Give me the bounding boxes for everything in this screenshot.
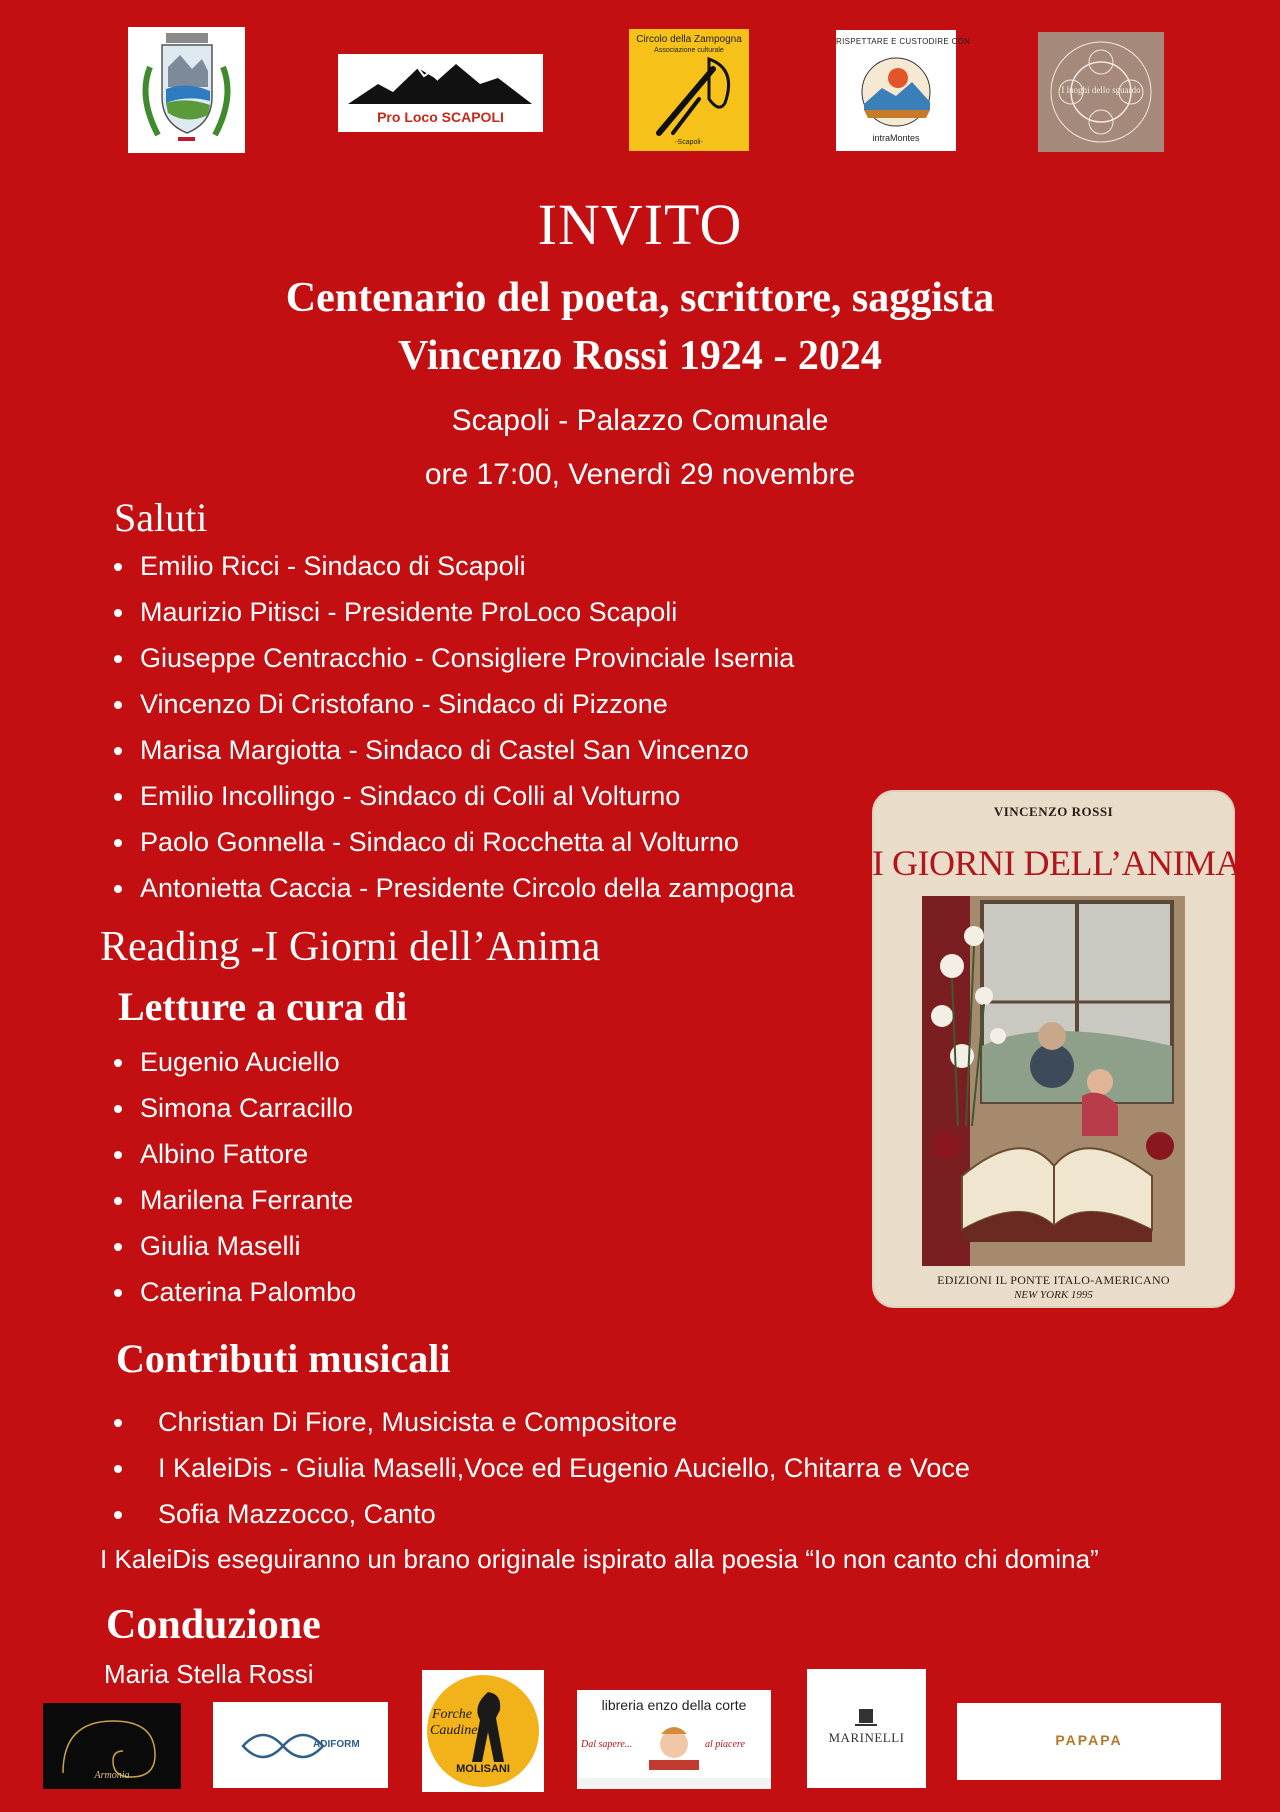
libreria-tagline-left: Dal sapere... — [581, 1739, 633, 1750]
book-author: VINCENZO ROSSI — [993, 804, 1114, 819]
list-item: Giuseppe Centracchio - Consigliere Provinciale Isernia — [114, 635, 794, 681]
list-item: Eugenio Auciello — [114, 1039, 356, 1085]
letture-list — [114, 1039, 356, 1315]
list-item: Emilio Incollingo - Sindaco di Colli al Volturno — [114, 773, 794, 819]
contributi-musicali-list — [114, 1399, 970, 1537]
list-item: Sofia Mazzocco, Canto — [114, 1491, 970, 1537]
book-cover-image — [872, 790, 1242, 1308]
pro-loco-scapoli-text: Pro Loco SCAPOLI — [377, 109, 504, 125]
papapa-logo — [957, 1703, 1221, 1780]
conduzione-heading: Conduzione — [106, 1602, 321, 1648]
list-item: Caterina Palombo — [114, 1269, 356, 1315]
adiform-text: ADIFORM — [313, 1739, 360, 1750]
book-illustration — [922, 896, 1185, 1266]
saluti-heading: Saluti — [114, 495, 208, 540]
saluti-list — [114, 543, 794, 911]
luoghi-dello-sguardo-logo — [1038, 32, 1164, 152]
circolo-zampogna-text: Circolo della Zampogna — [636, 34, 742, 45]
pro-loco-scapoli-logo — [338, 54, 543, 132]
libreria-enzo-della-corte-logo — [577, 1690, 771, 1789]
marinelli-logo — [807, 1669, 926, 1788]
list-item: Christian Di Fiore, Musicista e Compositore — [114, 1399, 970, 1445]
armonia-logo — [43, 1703, 181, 1789]
circolo-zampogna-logo — [629, 29, 749, 151]
reading-heading: Reading -I Giorni dell’Anima — [100, 924, 601, 970]
intramontes-text: intraMontes — [872, 133, 920, 143]
list-item: Marisa Margiotta - Sindaco di Castel San Vincenzo — [114, 727, 794, 773]
list-item: I KaleiDis - Giulia Maselli,Voce ed Eugenio Auciello, Chitarra e Voce — [114, 1445, 970, 1491]
caudine-text: Caudine — [430, 1723, 478, 1738]
list-item: Antonietta Caccia - Presidente Circolo della zampogna — [114, 865, 794, 911]
circolo-zampogna-subtitle: Associazione culturale — [654, 47, 724, 54]
book-title: I GIORNI DELL’ANIMA — [872, 843, 1242, 883]
luoghi-text: I luoghi dello sguardo — [1061, 85, 1141, 95]
armonia-text: Armonia — [94, 1770, 130, 1781]
contributi-musicali-heading: Contributi musicali — [116, 1336, 451, 1381]
marinelli-text: MARINELLI — [828, 1730, 905, 1745]
list-item: Paolo Gonnella - Sindaco di Rocchetta al Volturno — [114, 819, 794, 865]
adiform-logo — [213, 1702, 388, 1788]
invitation-title: INVITO — [537, 192, 743, 257]
list-item: Albino Fattore — [114, 1131, 356, 1177]
list-item: Marilena Ferrante — [114, 1177, 356, 1223]
conduzione-name: Maria Stella Rossi — [104, 1659, 314, 1689]
event-venue: Scapoli - Palazzo Comunale — [451, 404, 829, 437]
forche-caudine-logo — [422, 1670, 544, 1792]
letture-heading: Letture a cura di — [118, 984, 408, 1029]
circolo-zampogna-place: -Scapoli- — [675, 139, 703, 146]
event-datetime: ore 17:00, Venerdì 29 novembre — [424, 458, 856, 491]
papapa-text: PAPAPA — [1055, 1732, 1123, 1748]
centenary-line: Centenario del poeta, scrittore, saggista — [285, 275, 995, 321]
rispettare-text: RISPETTARE E CUSTODIRE CON — [836, 37, 971, 46]
forche-text: Forche — [432, 1707, 472, 1722]
intramontes-logo — [836, 30, 971, 151]
scapoli-coat-of-arms-logo — [128, 27, 245, 153]
molisani-text: MOLISANI — [456, 1763, 510, 1775]
list-item: Emilio Ricci - Sindaco di Scapoli — [114, 543, 794, 589]
list-item: Vincenzo Di Cristofano - Sindaco di Pizzone — [114, 681, 794, 727]
list-item: Maurizio Pitisci - Presidente ProLoco Scapoli — [114, 589, 794, 635]
list-item: Simona Carracillo — [114, 1085, 356, 1131]
list-item: Giulia Maselli — [114, 1223, 356, 1269]
book-place-year: NEW YORK 1995 — [1014, 1289, 1093, 1301]
poet-name-years: Vincenzo Rossi 1924 - 2024 — [398, 333, 882, 379]
kaleidis-note: I KaleiDis eseguiranno un brano originale ispirato alla poesia “Io non canto chi domina” — [100, 1544, 1099, 1574]
book-publisher: EDIZIONI IL PONTE ITALO-AMERICANO — [937, 1273, 1170, 1287]
libreria-tagline-right: al piacere — [705, 1739, 745, 1750]
libreria-text: libreria enzo della corte — [601, 1697, 747, 1713]
